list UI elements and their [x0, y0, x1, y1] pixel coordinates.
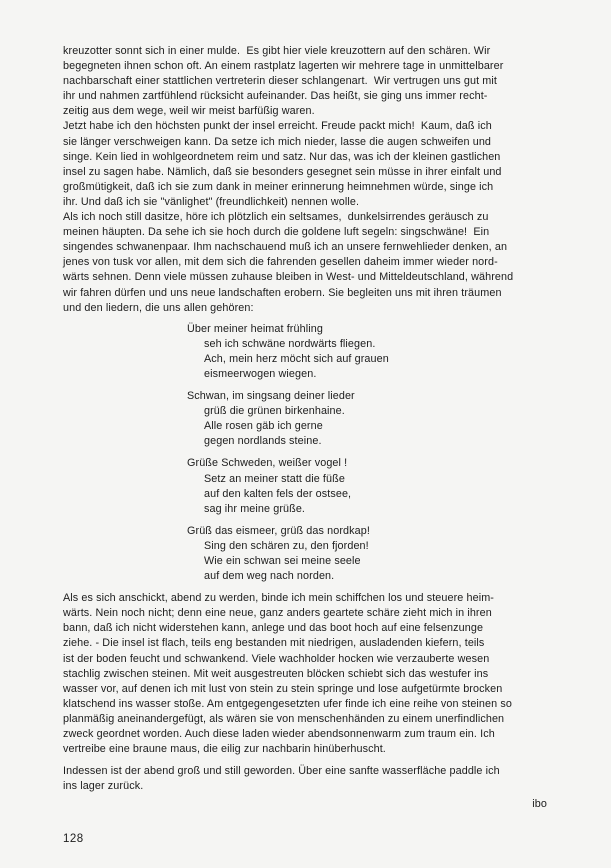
- text-line: singe. Kein lied in wohlgeordnetem reim und satz. Nur das, was ich der kleinen gastlichen: [63, 150, 501, 163]
- text-line: Grüß das eismeer, grüß das nordkap!: [187, 524, 370, 537]
- page-number: 128: [63, 833, 84, 845]
- text-line: stachlig zwischen steinen. Mit weit ausgestreuten blöcken schiebt sich das westufer ins: [63, 667, 489, 680]
- text-line: sag ihr meine grüße.: [204, 502, 306, 515]
- text-line: klatschend ins wasser stoße. Am entgegengesetzten ufer finde ich eine reihe von steinen so: [63, 697, 512, 710]
- text-line: vertreibe eine braune maus, die eilig zur nachbarin hinüberhuscht.: [63, 743, 386, 756]
- text-line: Alle rosen gäb ich gerne: [204, 420, 323, 433]
- text-line: Ach, mein herz möcht sich auf grauen: [204, 352, 389, 365]
- paragraph-kreuzotter: [63, 44, 557, 119]
- text-line: zweck geordnet worden. Auch diese laden wieder abendsonnenwarm zum traum ein. Ich: [63, 728, 495, 741]
- text-line: und den liedern, die uns allen gehören:: [63, 301, 254, 314]
- text-line: ziehe. - Die insel ist flach, teils eng bestanden mit niedrigen, ausladenden kiefern, teils: [63, 637, 485, 650]
- text-line: bann, daß ich nicht widerstehen kann, anlege und das boot hoch auf eine felsenzunge: [63, 622, 484, 635]
- text-line: eismeerwogen wiegen.: [204, 367, 317, 380]
- paragraph-abend-schaere: [63, 591, 557, 757]
- text-line: begegneten ihnen schon oft. An einem rastplatz lagerten wir mehrere tage in unmittelbarer: [63, 60, 504, 73]
- poem-block: [187, 322, 557, 585]
- text-line: Setz an meiner statt die füße: [204, 472, 345, 485]
- poem-stanza-4: [187, 524, 557, 584]
- text-line: auf dem weg nach norden.: [204, 570, 335, 583]
- text-line: insel zu sagen habe. Nämlich, daß sie besonders gesegnet sein müsse in ihrer einfalt und: [63, 165, 502, 178]
- paragraph-hoechster-punkt: [63, 119, 557, 210]
- text-line: Als ich noch still dasitze, höre ich plötzlich ein seltsames, dunkelsirrendes geräusch zu: [63, 211, 489, 224]
- text-line: Jetzt habe ich den höchsten punkt der insel erreicht. Freude packt mich! Kaum, daß ich: [63, 120, 492, 133]
- text-line: ihr. Und daß ich sie "vänlighet" (freundlichkeit) nennen wolle.: [63, 195, 360, 208]
- text-line: jenes von tusk vor allen, mit dem sich die fahrenden gesellen daheim immer wieder nord-: [63, 256, 498, 269]
- text-line: wasser vor, auf denen ich mit lust von stein zu stein springe und lose aufgetürmte brocken: [63, 682, 503, 695]
- text-block: [63, 44, 557, 813]
- poem-stanza-2: [187, 389, 557, 449]
- author-signature: ibo: [532, 798, 547, 811]
- poem-stanza-1: [187, 322, 557, 382]
- text-line: singendes schwanenpaar. Ihm nachschauend muß ich an unsere fernwehlieder denken, an: [63, 241, 508, 254]
- text-line: seh ich schwäne nordwärts fliegen.: [204, 337, 376, 350]
- text-line: ins lager zurück.: [63, 780, 144, 793]
- text-line: zeitig aus dem wege, weil wir meist barfüßig waren.: [63, 105, 315, 118]
- text-line: meinen häupten. Da sehe ich sie hoch durch die goldene luft segeln: singschwäne! Ein: [63, 226, 490, 239]
- text-line: Sing den schären zu, den fjorden!: [204, 539, 369, 552]
- text-line: wärts. Nein noch nicht; denn eine neue, ganz anders geartete schäre zieht mich in ihren: [63, 607, 492, 620]
- text-line: Schwan, im singsang deiner lieder: [187, 390, 355, 403]
- text-line: wärts sehnen. Denn viele müssen zuhause bleiben in West- und Mitteldeutschland, während: [63, 271, 514, 284]
- paragraph-singschwaene: [63, 210, 557, 316]
- text-line: ist der boden feucht und schwankend. Viele wachholder hocken wie verzauberte wesen: [63, 652, 490, 665]
- text-line: wir fahren dürfen und uns neue landschaften erobern. Sie begleiten uns mit ihren träumen: [63, 286, 502, 299]
- text-line: Indessen ist der abend groß und still geworden. Über eine sanfte wasserfläche paddle ich: [63, 765, 500, 778]
- poem-stanza-3: [187, 456, 557, 516]
- text-line: Als es sich anschickt, abend zu werden, binde ich mein schiffchen los und steuere heim-: [63, 592, 495, 605]
- text-line: Über meiner heimat frühling: [187, 322, 323, 335]
- text-line: gegen nordlands steine.: [204, 435, 322, 448]
- text-line: grüß die grünen birkenhaine.: [204, 405, 345, 418]
- text-line: Wie ein schwan sei meine seele: [204, 555, 361, 567]
- text-line: Grüße Schweden, weißer vogel !: [187, 457, 348, 470]
- text-line: großmütigkeit, daß ich sie zum dank in meiner erinnerung heimnehmen würde, singe ich: [63, 180, 494, 193]
- text-line: auf den kalten fels der ostsee,: [204, 487, 352, 500]
- text-line: kreuzotter sonnt sich in einer mulde. Es gibt hier viele kreuzottern auf den schären. Wir: [63, 45, 491, 57]
- paragraph-closing: [63, 764, 557, 794]
- signature-row: [63, 794, 557, 812]
- text-line: nachbarschaft einer stattlichen vertreterin dieser schlangenart. Wir vertrugen uns gut mit: [63, 75, 497, 88]
- text-line: ihr und nahmen zartfühlend rücksicht aufeinander. Das heißt, sie ging uns immer recht-: [63, 90, 488, 103]
- text-line: sie länger verschweigen kann. Da setze ich mich nieder, lasse die augen schweifen und: [63, 135, 492, 148]
- text-line: planmäßig aneinandergefügt, als wären sie von menschenhänden zu einem unerfindlichen: [63, 712, 505, 725]
